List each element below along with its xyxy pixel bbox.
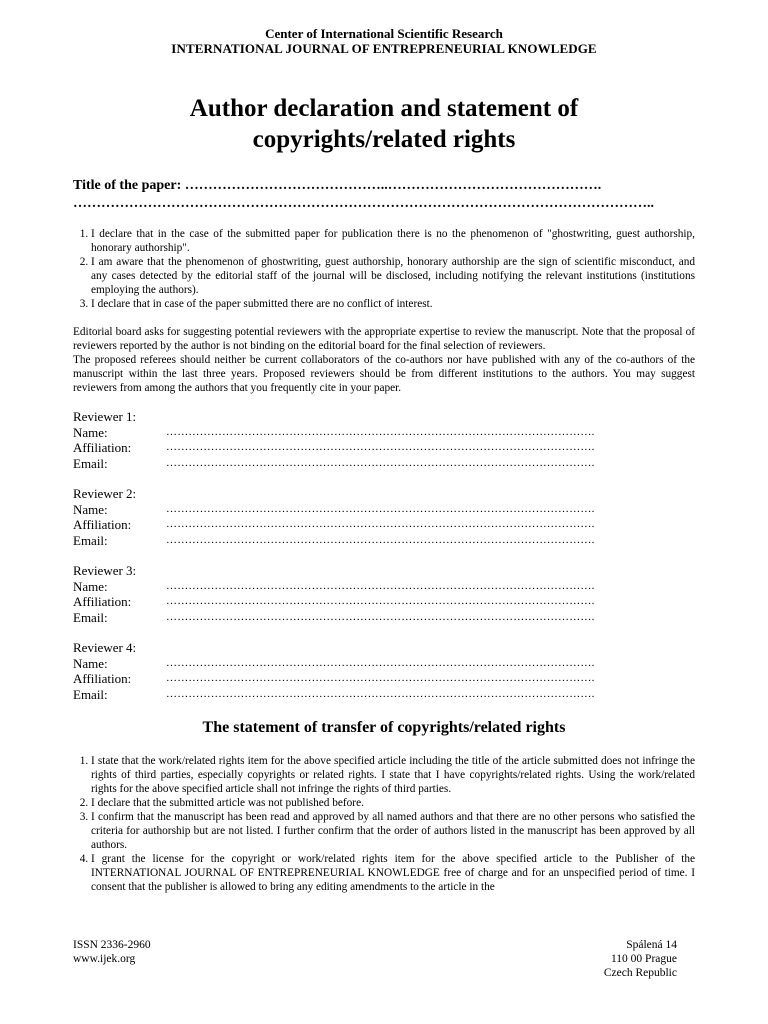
- affiliation-label: Affiliation:: [73, 440, 132, 455]
- affiliation-dots: …………………………………………………………………………………………………….: [166, 672, 595, 684]
- paper-title-label: Title of the paper:: [73, 178, 182, 193]
- reviewer-affiliation-row: [73, 594, 695, 610]
- header-organization: Center of International Scientific Research: [265, 26, 503, 41]
- affiliation-dots: …………………………………………………………………………………………………….: [166, 441, 595, 453]
- affiliation-label: Affiliation:: [73, 671, 132, 686]
- reviewer-block-1: [73, 409, 695, 471]
- transfer-item: 3. I confirm that the manuscript has been read and approved by all named authors and that there are no other persons who satisfied the criteria for authorship but are not listed. I further confirm that the order of authors listed in the manuscript has been approved by all authors.: [91, 810, 695, 852]
- transfer-item: 2. I declare that the submitted article was not published before.: [91, 796, 695, 810]
- footer-address: [604, 938, 677, 980]
- reviewer-heading: Reviewer 1:: [73, 409, 137, 424]
- reviewer-affiliation-row: [73, 440, 695, 456]
- name-label: Name:: [73, 424, 108, 440]
- name-dots: …………………………………………………………………………………………………….: [166, 502, 595, 515]
- name-dots: …………………………………………………………………………………………………….: [166, 656, 595, 669]
- reviewer-heading: Reviewer 3:: [73, 563, 137, 578]
- paper-title-field: [73, 177, 695, 213]
- transfer-item: 1. I state that the work/related rights item for the above specified article including the title of the article submitted does not infringe the rights of third parties, especially copyrights or related rights. I state that I have copyrights/related rights. Using the work/related rights for the above specified article shall not infringe the rights of third parties.: [91, 754, 695, 796]
- document-title-line1: Author declaration and statement of: [189, 95, 579, 122]
- declaration-list: [73, 227, 695, 311]
- paper-title-dots-1: ……………………………………..……………………………………….: [184, 178, 602, 193]
- declaration-item: 2. I am aware that the phenomenon of ghostwriting, guest authorship, honorary authorship are the sign of scientific misconduct, and any cases detected by the editorial staff of the journal will be disclosed, including notifying the relevant institutions (institutions employing the authors).: [91, 255, 695, 297]
- declaration-item: 3. I declare that in case of the paper submitted there are no conflict of interest.: [91, 297, 695, 311]
- paper-title-dots-2: ……………………………………………………………………………………………………………..: [73, 196, 654, 211]
- footer-street: Spálená 14: [626, 939, 677, 951]
- transfer-list: [73, 754, 695, 894]
- reviewer-email-row: [73, 610, 695, 626]
- reviewer-heading: Reviewer 4:: [73, 640, 137, 655]
- reviewer-name-row: [73, 656, 695, 672]
- document-title: [73, 93, 695, 155]
- reviewer-name-row: [73, 579, 695, 595]
- page-footer: [73, 938, 677, 980]
- name-label: Name:: [73, 578, 108, 594]
- name-dots: …………………………………………………………………………………………………….: [166, 425, 595, 438]
- email-dots: …………………………………………………………………………………………………….: [166, 533, 595, 546]
- reviewer-name-row: [73, 425, 695, 441]
- email-label: Email:: [73, 686, 108, 702]
- reviewer-block-2: [73, 486, 695, 548]
- footer-country: Czech Republic: [603, 967, 677, 979]
- editorial-paragraph-2: The proposed referees should neither be current collaborators of the co-authors nor have published with any of the co-authors of the manuscript within the last three years. Proposed reviewers should be from different institutions to the authors. You may suggest reviewers from among the authors that you frequently cite in your paper.: [73, 354, 695, 394]
- reviewers-section: [73, 409, 695, 702]
- editorial-paragraph-1: Editorial board asks for suggesting potential reviewers with the appropriate expertise to review the manuscript. Note that the proposal of reviewers reported by the author is not binding on the editorial board for the final selection of reviewers.: [73, 326, 695, 352]
- email-label: Email:: [73, 609, 108, 625]
- affiliation-label: Affiliation:: [73, 594, 132, 609]
- reviewer-affiliation-row: [73, 517, 695, 533]
- reviewer-block-3: [73, 563, 695, 625]
- reviewer-affiliation-row: [73, 671, 695, 687]
- declaration-item: 1. I declare that in the case of the submitted paper for publication there is no the phenomenon of "ghostwriting, guest authorship, honorary authorship".: [91, 227, 695, 255]
- transfer-section-title: The statement of transfer of copyrights/related rights: [202, 719, 566, 736]
- document-page: [73, 26, 695, 894]
- affiliation-label: Affiliation:: [73, 517, 132, 532]
- footer-city: 110 00 Prague: [610, 953, 677, 965]
- document-title-line2: copyrights/related rights: [252, 126, 516, 153]
- transfer-item: 4. I grant the license for the copyright or work/related rights item for the above specified article to the Publisher of the INTERNATIONAL JOURNAL OF ENTREPRENEURIAL KNOWLEDGE free of charge and for an unspecified period of time. I consent that the publisher is allowed to bring any editing amendments to the article in the: [91, 852, 695, 894]
- email-dots: …………………………………………………………………………………………………….: [166, 610, 595, 623]
- header-journal: INTERNATIONAL JOURNAL OF ENTREPRENEURIAL KNOWLEDGE: [171, 41, 597, 56]
- name-dots: …………………………………………………………………………………………………….: [166, 579, 595, 592]
- footer-website: www.ijek.org: [73, 953, 136, 965]
- affiliation-dots: …………………………………………………………………………………………………….: [166, 518, 595, 530]
- email-label: Email:: [73, 532, 108, 548]
- reviewer-name-row: [73, 502, 695, 518]
- email-dots: …………………………………………………………………………………………………….: [166, 456, 595, 469]
- reviewer-email-row: [73, 687, 695, 703]
- reviewer-heading: Reviewer 2:: [73, 486, 137, 501]
- name-label: Name:: [73, 655, 108, 671]
- footer-left: [73, 938, 151, 980]
- affiliation-dots: …………………………………………………………………………………………………….: [166, 595, 595, 607]
- name-label: Name:: [73, 501, 108, 517]
- footer-issn: ISSN 2336-2960: [73, 939, 151, 951]
- reviewer-email-row: [73, 533, 695, 549]
- reviewer-block-4: [73, 640, 695, 702]
- email-label: Email:: [73, 455, 108, 471]
- email-dots: …………………………………………………………………………………………………….: [166, 687, 595, 700]
- reviewer-email-row: [73, 456, 695, 472]
